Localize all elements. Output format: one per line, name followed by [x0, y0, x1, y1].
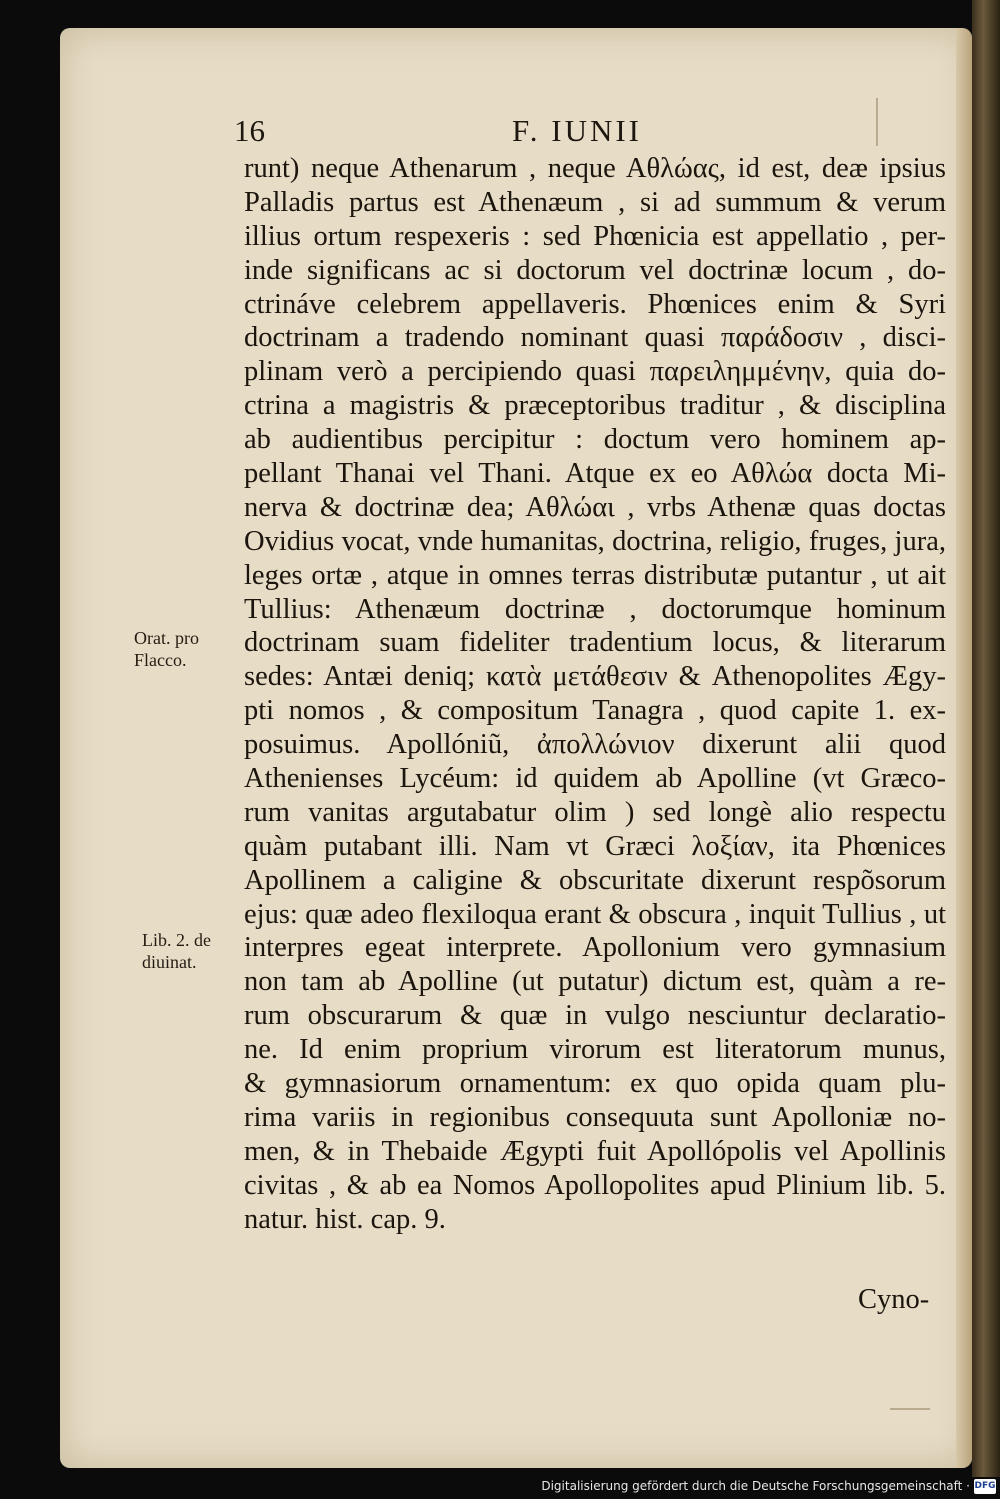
text-line: ne. Id enim proprium virorum est literatorum munus, [244, 1034, 946, 1066]
running-title: F. IUNII [512, 113, 643, 148]
text-line: Apollinem a caligine & obscuritate dixerunt respõsorum [244, 864, 946, 896]
text-line: non tam ab Apolline (ut putatur) dictum est, quàm a re- [244, 966, 946, 998]
text-line: ejus: quæ adeo flexiloqua erant & obscura , inquit Tullius , ut [244, 898, 946, 930]
margin-note-line: Orat. pro [134, 628, 199, 648]
text-line: illius ortum respexeris : sed Phœnicia est appellatio , per- [244, 220, 946, 252]
margin-note-line: Lib. 2. de [142, 930, 211, 950]
book-binding [972, 0, 1000, 1480]
dfg-logo: DFG [974, 1479, 996, 1494]
funding-credit: Digitalisierung gefördert durch die Deutsche Forschungsgemeinschaft · [541, 1479, 970, 1493]
text-line: Palladis partus est Athenæum , si ad summum & verum [244, 186, 946, 218]
margin-note-de-divinatione [142, 929, 211, 973]
text-line: leges ortæ , atque in omnes terras distributæ putantur , ut ait [244, 559, 946, 591]
text-line: Athenienses Lycéum: id quidem ab Apolline (vt Græco- [244, 763, 946, 795]
text-line: inde significans ac si doctorum vel doctrinæ locum , do- [244, 254, 946, 286]
text-line: pti nomos , & compositum Tanagra , quod capite 1. ex- [244, 695, 946, 727]
text-line: doctrinam a tradendo nominant quasi παράδοσιν , disci- [244, 322, 946, 354]
text-line: interpres egeat interprete. Apollonium vero gymnasium [244, 932, 946, 964]
text-line-last: natur. hist. cap. 9. [244, 1203, 446, 1235]
text-line: nerva & doctrinæ dea; Aθλώαι , vrbs Athenæ quas doctas [244, 491, 946, 523]
text-line: doctrinam suam fideliter tradentium locus, & literarum [244, 627, 946, 659]
body-text [244, 152, 946, 1237]
text-line: rum obscurarum & quæ in vulgo nesciuntur declaratio- [244, 1000, 946, 1032]
text-line: posuimus. Apollóniũ, ἀπολλώνιον dixerunt alii quod [244, 729, 946, 761]
text-line: & gymnasiorum ornamentum: ex quo opida quam plu- [244, 1068, 946, 1100]
digitization-footer [0, 1477, 1000, 1499]
text-line: runt) neque Athenarum , neque Aθλώας, id est, deæ ipsius [244, 153, 946, 184]
margin-note-line: diuinat. [142, 952, 197, 972]
running-head [222, 113, 942, 157]
text-line: ctrina a magistris & præceptoribus traditur , & disciplina [244, 390, 946, 422]
text-line: Tullius: Athenæum doctrinæ , doctorumque hominum [244, 593, 946, 625]
margin-note-oratio-pro-flacco [134, 627, 199, 671]
margin-note-line: Flacco. [134, 650, 187, 670]
text-line: rum vanitas argutabatur olim ) sed longè alio respectu [244, 796, 946, 828]
text-line: plinam verò a percipiendo quasi παρειλημμένην, quia do- [244, 356, 946, 388]
page-number: 16 [234, 113, 265, 148]
catchword: Cyno- [858, 1284, 930, 1315]
page-edge [956, 28, 972, 1468]
text-line: civitas , & ab ea Nomos Apollopolites apud Plinium lib. 5. [244, 1169, 946, 1201]
text-line: ab audientibus percipitur : doctum vero hominem ap- [244, 424, 946, 456]
text-line: rima variis in regionibus consequuta sunt Apolloniæ no- [244, 1101, 946, 1133]
text-line: quàm putabant illi. Nam vt Græci λοξίαν, ita Phœnices [244, 830, 946, 862]
paper-stain-mark [890, 1408, 930, 1410]
text-line: pellant Thanai vel Thani. Atque ex eo Aθλώα docta Mi- [244, 458, 946, 490]
text-line: Ovidius vocat, vnde humanitas, doctrina, religio, fruges, jura, [244, 525, 946, 557]
text-line: men, & in Thebaide Ægypti fuit Apollópolis vel Apollinis [244, 1135, 946, 1167]
text-line: sedes: Antæi deniq; κατὰ μετάθεσιν & Athenopolites Ægy- [244, 661, 946, 693]
text-line: ctrináve celebrem appellaveris. Phœnices enim & Syri [244, 288, 946, 320]
